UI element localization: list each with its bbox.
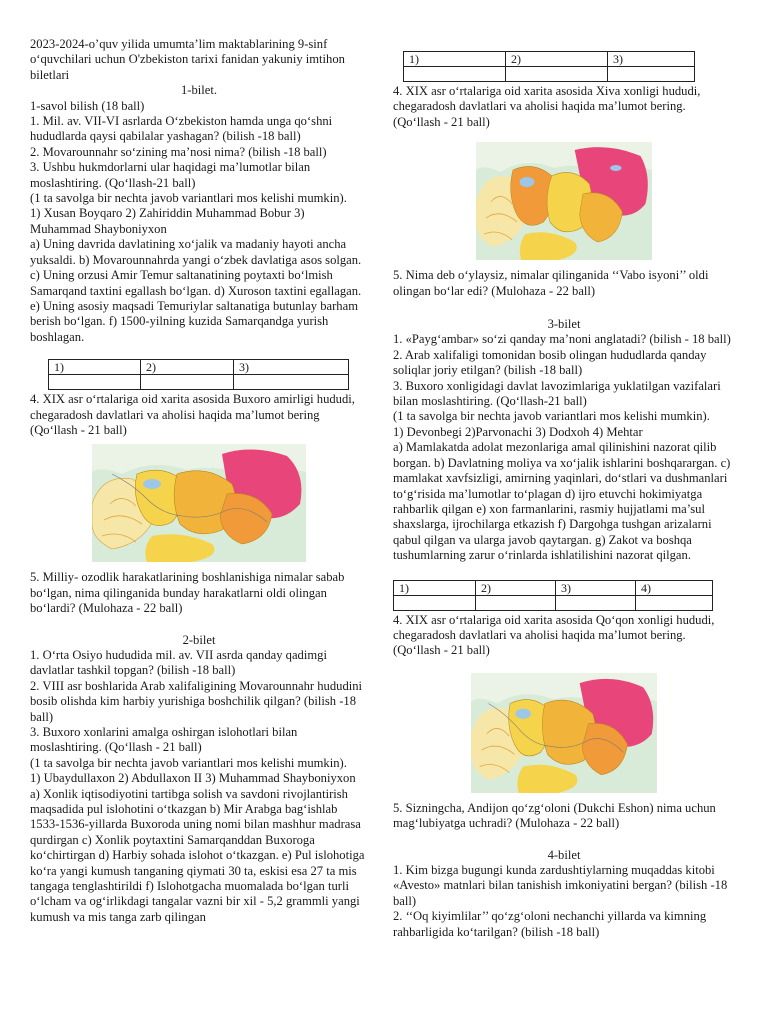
page-title: 2023-2024-o’quv yilida umumta’lim maktablarining 9-sinf o‘quvchilari uchun O'zbekiston tarixi fanidan yakuniy imtihon biletlari	[30, 37, 345, 82]
bilet-3-question-2: 2. Arab xalifaligi tomonidan bosib olingan hududlarda qanday soliqlar joriy etilgan? (bilish -18 ball)	[393, 347, 707, 378]
bilet-1-question-4: 4. XIX asr o‘rtalariga oid xarita asosida Buxoro amirligi hududi, chegaradosh davlatlari va aholisi haqida ma’lumot bering (Qo‘llash - 21 ball)	[30, 392, 355, 437]
bilet-2-question-3-note: (1 ta savolga bir nechta javob variantlari mos kelishi mumkin).	[30, 755, 347, 770]
answer-cell-label: 3)	[556, 580, 636, 595]
map-aral-sea	[515, 708, 531, 718]
bilet-1-question-3-note: (1 ta savolga bir nechta javob variantlari mos kelishi mumkin).	[30, 191, 347, 206]
bilet-3-question-3-note: (1 ta savolga bir nechta javob variantlari mos kelishi mumkin).	[393, 409, 710, 424]
answer-row	[404, 52, 695, 67]
answer-cell-blank[interactable]	[234, 375, 349, 390]
spacer	[393, 299, 735, 317]
answer-cell-label: 1)	[404, 52, 506, 67]
right-column	[393, 37, 735, 940]
bilet-4-question-1: 1. Kim bizga bugungi kunda zardushtiylarning muqaddas kitobi «Avesto» matnlari bilan tanishish imkoniyatini bergan? (bilish -18 ball)	[393, 862, 728, 908]
bilet-3-map-image	[471, 673, 657, 793]
bilet-3-question-1: 1. «Payg‘ambar» so‘zi qanday ma’noni anglatadi? (bilish - 18 ball)	[393, 332, 731, 347]
answer-cell-label: 2)	[506, 52, 608, 67]
answer-cell-label: 1)	[394, 580, 476, 595]
answer-cell-label: 3)	[234, 360, 349, 375]
answer-cell-blank[interactable]	[476, 595, 556, 610]
answer-row	[394, 580, 713, 595]
bilet-2-answer-table	[403, 51, 695, 82]
answer-cell-blank[interactable]	[141, 375, 234, 390]
map-balkhash-lake	[610, 165, 622, 171]
bilet-2-question-3-options: 1) Ubaydullaxon 2) Abdullaxon II 3) Muhammad Shayboniyxon	[30, 771, 356, 786]
bilet-3-question-3-options: 1) Devonbegi 2)Parvonachi 3) Dodxoh 4) Mehtar	[393, 424, 643, 439]
answer-cell-blank[interactable]	[556, 595, 636, 610]
bilet-1-question-3: 3. Ushbu hukmdorlarni ular haqidagi ma’lumotlar bilan moslashtiring. (Qo‘llash-21 ball)	[30, 160, 311, 190]
map-aral-sea	[520, 177, 535, 187]
left-column	[30, 37, 368, 925]
answer-cell-label: 2)	[141, 360, 234, 375]
answer-cell-blank[interactable]	[404, 67, 506, 82]
answer-cell-blank[interactable]	[394, 595, 476, 610]
answer-cell-blank[interactable]	[608, 67, 695, 82]
answer-cell-blank[interactable]	[636, 595, 713, 610]
answer-cell-blank[interactable]	[49, 375, 141, 390]
bilet-3-answer-table	[393, 580, 713, 611]
bilet-2-question-3-facts: a) Xonlik iqtisodiyotini tartibga solish va savdoni rivojlantirish maqsadida pul islohotini o‘tkazgan b) Mir Arabga bag‘ishlab 1533-1536-yillarda Buxoroda uning nomi bilan mashhur madrasa qurdirgan c) Xonlik poytaxtini Samarqanddan Buxoroga ko‘chirtirgan d) Harbiy sohada islohot o‘tkazgan. e) Pul islohotiga ko‘ra yangi kumush tanganing qiymati 30 ta, eskisi esa 27 ta mis tangaga tenglashtirildi f) Islohotgacha muomalada bo‘lgan turli o‘lcham va og‘irlikdagi tangalar vazni bir xil - 5,2 grammli yangi kumush va mis tanga zarb qilingan	[30, 786, 365, 924]
bilet-3-question-3-facts: a) Mamlakatda adolat mezonlariga amal qilinishini nazorat qilib borgan. b) Davlatning moliya va xo‘jalik ishlarini boshqarargan. c) mamlakat xavfsizligi, amirning yaqinlari, do‘stlari va dushmanlari to‘g‘risida ma’lumotlar to‘plagan d) ijro etuvchi hokimiyatga rahbarlik qilgan e) xon farmanlarini, rasmiy hujjatlami ma’sul shaxslarga, ijrochilarga etkazish f) Dargohga tushgan arizalarni qabul qilgan va ularga javob qaytargan. g) Zakot va boshqa tushumlarning zarur o‘rinlarda ishlatilishini nazorat qilgan.	[393, 440, 731, 563]
bilet-3-question-4: 4. XIX asr o‘rtalariga oid xarita asosida Qo‘qon xonligi hududi, chegaradosh davlatlari va aholisi haqida ma’lumot bering. (Qo‘llash - 21 ball)	[393, 612, 715, 658]
bilet-2-question-5: 5. Nima deb o‘ylaysiz, nimalar qilinganida ‘‘Vabo isyoni’’ oldi olingan bo‘lar edi? (Mulohaza - 22 ball)	[393, 268, 709, 298]
bilet-2-question-2: 2. VIII asr boshlarida Arab xalifaligining Movarounnahr hududini bosib olishda kim harbiy yurishiga boshchilik qilgan? (bilish -18 ball)	[30, 678, 363, 724]
answer-row	[49, 360, 349, 375]
bilet-4-question-2: 2. ‘‘Oq kiyimlilar’’ qo‘zg‘oloni nechanchi yillarda va kimning rahbarligida ko‘tarilgan? (bilish -18 ball)	[393, 909, 707, 939]
answer-cell-label: 1)	[49, 360, 141, 375]
bilet-2-heading: 2-bilet	[182, 632, 216, 647]
bilet-1-map-image	[92, 444, 306, 562]
bilet-2-map-image	[476, 142, 652, 260]
bilet-4-heading: 4-bilet	[547, 847, 581, 862]
bilet-1-question-1: 1. Mil. av. VII-VI asrlarda O‘zbekiston hamda unga qo‘shni hududlarda qaysi qabilalar yashagan? (bilish -18 ball)	[30, 114, 333, 144]
bilet-1-question-3-options: 1) Xusan Boyqaro 2) Zahiriddin Muhammad Bobur 3) Muhammad Shayboniyxon	[30, 206, 305, 236]
bilet-1-heading: 1-bilet.	[180, 83, 218, 98]
bilet-1-answer-table	[48, 359, 349, 390]
bilet-3-question-3: 3. Buxoro xonligidagi davlat lavozimlariga yuklatilgan vazifalari bilan moslashtiring. (Qo‘llash-21 ball)	[393, 378, 721, 409]
answer-cell-label: 2)	[476, 580, 556, 595]
answer-cell-label: 4)	[636, 580, 713, 595]
bilet-1-question-3-facts: a) Uning davrida davlatining xo‘jalik va madaniy hayoti ancha yuksaldi. b) Movarounnahrda yangi o‘zbek davlatiga asos solgan. c) Uning orzusi Amir Temur saltanatining poytaxti bo‘lmish Samarqand taxtini egallash bo‘lgan. d) Xuroson taxtini egallagan. e) Uning asosiy maqsadi Temuriylar saltanatiga butunlay barham berish bo‘lgan. f) 1500-yilning kuzida Samarqandga yurish boshlagan.	[30, 237, 362, 344]
bilet-2-question-3: 3. Buxoro xonlarini amalga oshirgan islohotlari bilan moslashtiring. (Qo‘llash - 21 ball)	[30, 725, 298, 755]
bilet-1-question-5: 5. Milliy- ozodlik harakatlarining boshlanishiga nimalar sabab bo‘lgan, nima qilinganida bunday harakatlarni oldi olingan bo‘lardi? (Mulohaza - 22 ball)	[30, 570, 345, 616]
answer-cell-blank[interactable]	[506, 67, 608, 82]
spacer	[30, 617, 368, 633]
bilet-3-question-5: 5. Sizningcha, Andijon qo‘zg‘oloni (Dukchi Eshon) nima uchun mag‘lubiyatga uchradi? (Mulohaza - 22 ball)	[393, 800, 716, 831]
bilet-1-question-2: 2. Movarounnahr so‘zining ma’nosi nima? (bilish -18 ball)	[30, 144, 327, 159]
right-column-inner	[393, 51, 735, 940]
answer-row	[404, 67, 695, 82]
map-aral-sea	[143, 479, 161, 489]
answer-row	[49, 375, 349, 390]
bilet-2-question-4: 4. XIX asr o‘rtalariga oid xarita asosida Xiva xonligi hududi, chegaradosh davlatlari va aholisi haqida ma’lumot bering. (Qo‘llash - 21 ball)	[393, 84, 701, 129]
bilet-2-question-1: 1. O‘rta Osiyo hududida mil. av. VII asrda qanday qadimgi davlatlar tashkil topgan? (bilish -18 ball)	[30, 647, 327, 678]
answer-cell-label: 3)	[608, 52, 695, 67]
spacer	[393, 832, 735, 848]
bilet-1-intro: 1-savol bilish (18 ball)	[30, 98, 145, 113]
answer-row	[394, 595, 713, 610]
bilet-3-heading: 3-bilet	[547, 317, 581, 332]
